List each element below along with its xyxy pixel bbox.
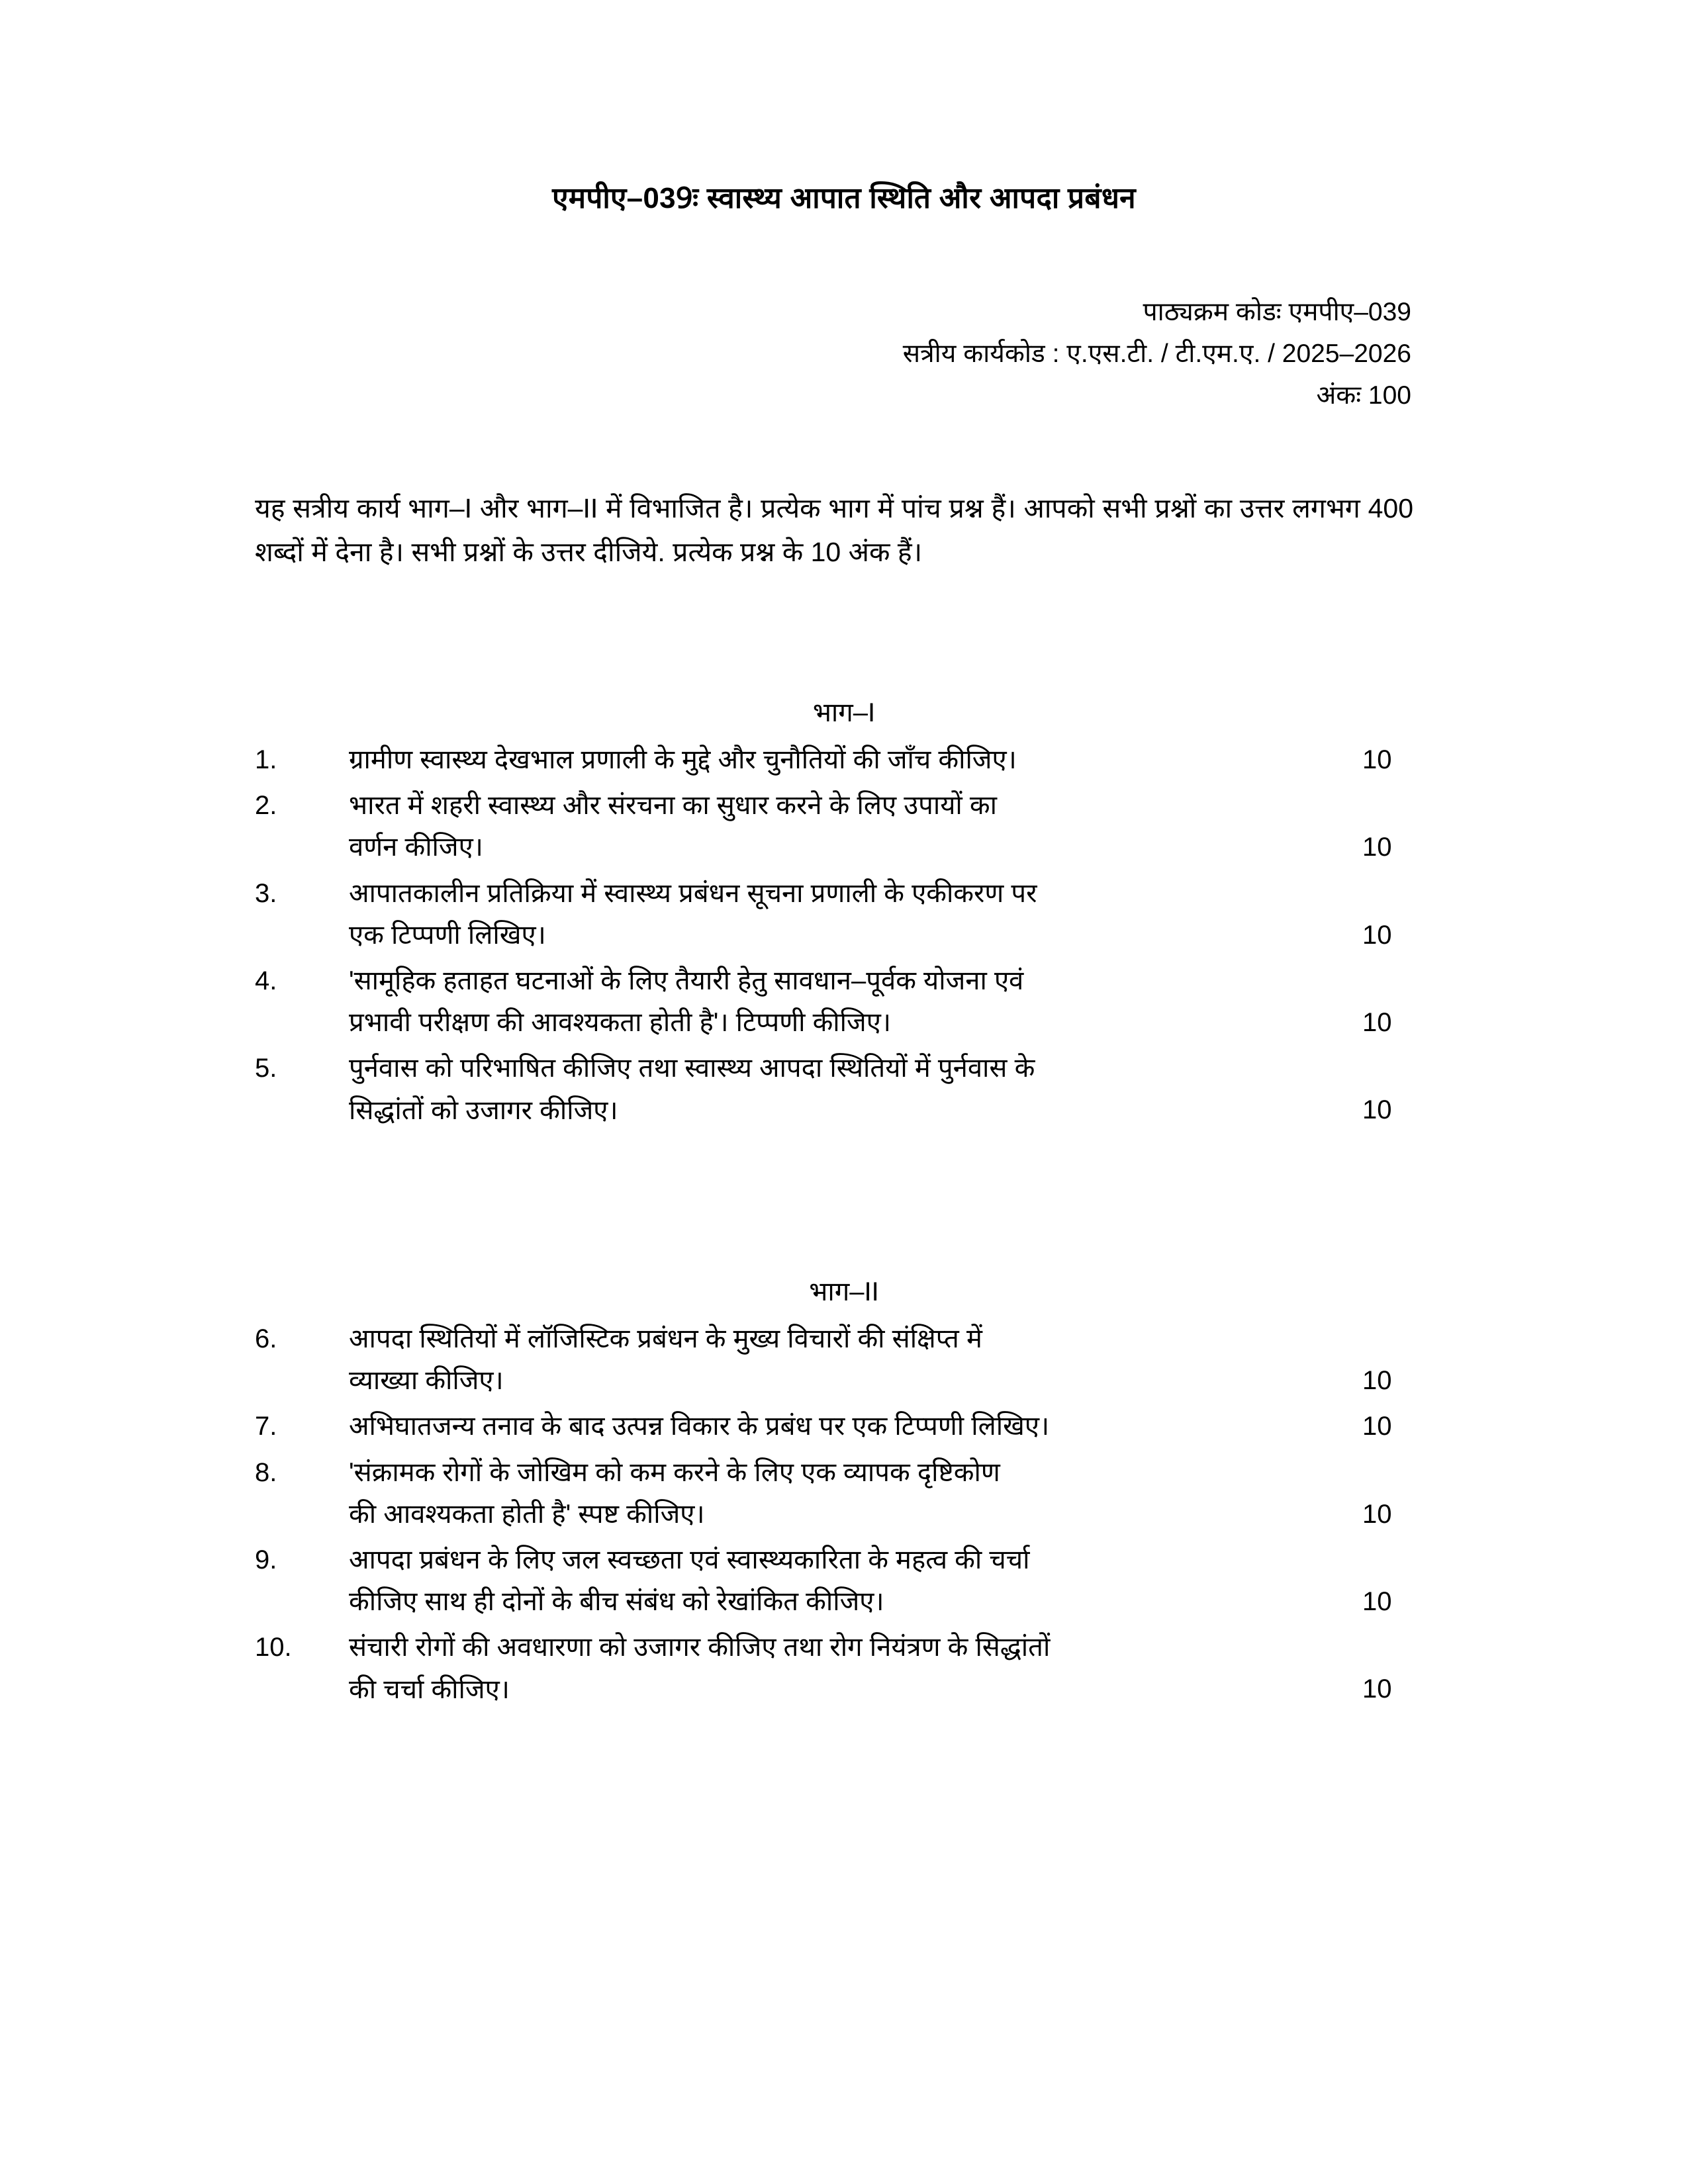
question-row xyxy=(0,873,1688,956)
question-row xyxy=(0,1048,1688,1131)
question-row xyxy=(0,1539,1688,1623)
question-text-line: अभिघातजन्य तनाव के बाद उत्पन्न विकार के प्रबंध पर एक टिप्पणी लिखिए। xyxy=(349,1412,1050,1441)
total-marks-line: अंकः 100 xyxy=(1316,381,1411,410)
question-number: 7. xyxy=(255,1412,277,1441)
question-row xyxy=(0,1318,1688,1402)
question-text-line: की चर्चा कीजिए। xyxy=(349,1674,510,1704)
question-text xyxy=(349,1406,1311,1447)
part-1-question-list xyxy=(0,739,1688,1136)
question-marks: 10 xyxy=(1362,920,1392,950)
question-text xyxy=(349,873,1311,956)
question-text-line: एक टिप्पणी लिखिए। xyxy=(349,920,546,950)
question-row xyxy=(0,1406,1688,1447)
question-text-line: पुर्नवास को परिभाषित कीजिए तथा स्वास्थ्य आपदा स्थितियों में पुर्नवास के xyxy=(349,1054,1035,1083)
question-number: 2. xyxy=(255,791,277,821)
question-marks: 10 xyxy=(1362,1007,1392,1037)
question-text-line: कीजिए साथ ही दोनों के बीच संबंध को रेखांकित कीजिए। xyxy=(349,1587,884,1617)
question-number: 8. xyxy=(255,1457,277,1487)
instructions-text: यह सत्रीय कार्य भाग–I और भाग–II में विभाजित है। प्रत्येक भाग में पांच प्रश्न हैं। आपको सभी प्रश्नों का उत्तर लगभग 400 शब्दों में देना है। सभी प्रश्नों के उत्तर दीजिये. प्रत्येक प्रश्न के 10 अंक हैं। xyxy=(255,493,1413,568)
question-text-line: 'संक्रामक रोगों के जोखिम को कम करने के लिए एक व्यापक दृष्टिकोण xyxy=(349,1457,1000,1487)
question-row xyxy=(0,739,1688,781)
question-number: 6. xyxy=(255,1324,277,1353)
question-number: 10. xyxy=(255,1633,292,1662)
question-text-line: की आवश्यकता होती है' स्पष्ट कीजिए। xyxy=(349,1499,705,1529)
question-text-line: आपातकालीन प्रतिक्रिया में स्वास्थ्य प्रबंधन सूचना प्रणाली के एकीकरण पर xyxy=(349,878,1037,908)
question-marks: 10 xyxy=(1362,745,1392,774)
question-number: 4. xyxy=(255,966,277,995)
question-text xyxy=(349,739,1311,781)
question-marks: 10 xyxy=(1362,1674,1392,1704)
part-2-heading: भाग–II xyxy=(809,1277,879,1306)
question-text-line: 'सामूहिक हताहत घटनाओं के लिए तैयारी हेतु सावधान–पूर्वक योजना एवं xyxy=(349,966,1024,995)
question-marks: 10 xyxy=(1362,1586,1392,1616)
question-text-line: सिद्धांतों को उजागर कीजिए। xyxy=(349,1095,618,1125)
question-marks: 10 xyxy=(1362,1412,1392,1441)
page-title: एमपीए–039ः स्वास्थ्य आपात स्थिति और आपदा प्रबंधन xyxy=(552,182,1136,214)
question-row xyxy=(0,1452,1688,1535)
question-number: 5. xyxy=(255,1054,277,1083)
question-text xyxy=(349,960,1311,1044)
question-text-line: व्याख्या कीजिए। xyxy=(349,1366,504,1396)
question-marks: 10 xyxy=(1362,833,1392,862)
question-text-line: आपदा स्थितियों में लॉजिस्टिक प्रबंधन के मुख्य विचारों की संक्षिप्त में xyxy=(349,1324,982,1353)
question-number: 1. xyxy=(255,745,277,774)
question-marks: 10 xyxy=(1362,1499,1392,1529)
question-marks: 10 xyxy=(1362,1095,1392,1125)
question-text xyxy=(349,1539,1311,1623)
question-number: 3. xyxy=(255,878,277,908)
question-text xyxy=(349,1048,1311,1131)
question-text-line: वर्णन कीजिए। xyxy=(349,833,483,862)
question-text-line: ग्रामीण स्वास्थ्य देखभाल प्रणाली के मुद्दे और चुनौतियों की जाँच कीजिए। xyxy=(349,745,1017,774)
question-marks: 10 xyxy=(1362,1366,1392,1395)
instructions-paragraph xyxy=(255,486,1413,574)
part-1-heading: भाग–I xyxy=(812,698,876,727)
course-meta-block xyxy=(903,291,1411,417)
question-text-line: संचारी रोगों की अवधारणा को उजागर कीजिए तथा रोग नियंत्रण के सिद्धांतों xyxy=(349,1633,1051,1662)
assignment-code-line: सत्रीय कार्यकोड : ए.एस.टी. / टी.एम.ए. / 2025–2026 xyxy=(902,340,1411,369)
question-row xyxy=(0,785,1688,868)
question-text xyxy=(349,1452,1311,1535)
question-text xyxy=(349,1318,1311,1402)
course-code-line: पाठ्यक्रम कोडः एमपीए–039 xyxy=(1143,298,1411,326)
question-row xyxy=(0,1627,1688,1710)
question-text-line: आपदा प्रबंधन के लिए जल स्वच्छता एवं स्वास्थ्यकारिता के महत्व की चर्चा xyxy=(349,1545,1030,1574)
question-number: 9. xyxy=(255,1545,277,1574)
question-text xyxy=(349,1627,1311,1710)
question-text-line: भारत में शहरी स्वास्थ्य और संरचना का सुधार करने के लिए उपायों का xyxy=(349,791,997,821)
question-text xyxy=(349,785,1311,868)
question-text-line: प्रभावी परीक्षण की आवश्यकता होती है'। टिप्पणी कीजिए। xyxy=(349,1008,891,1038)
part-2-question-list xyxy=(0,1318,1688,1715)
question-row xyxy=(0,960,1688,1044)
